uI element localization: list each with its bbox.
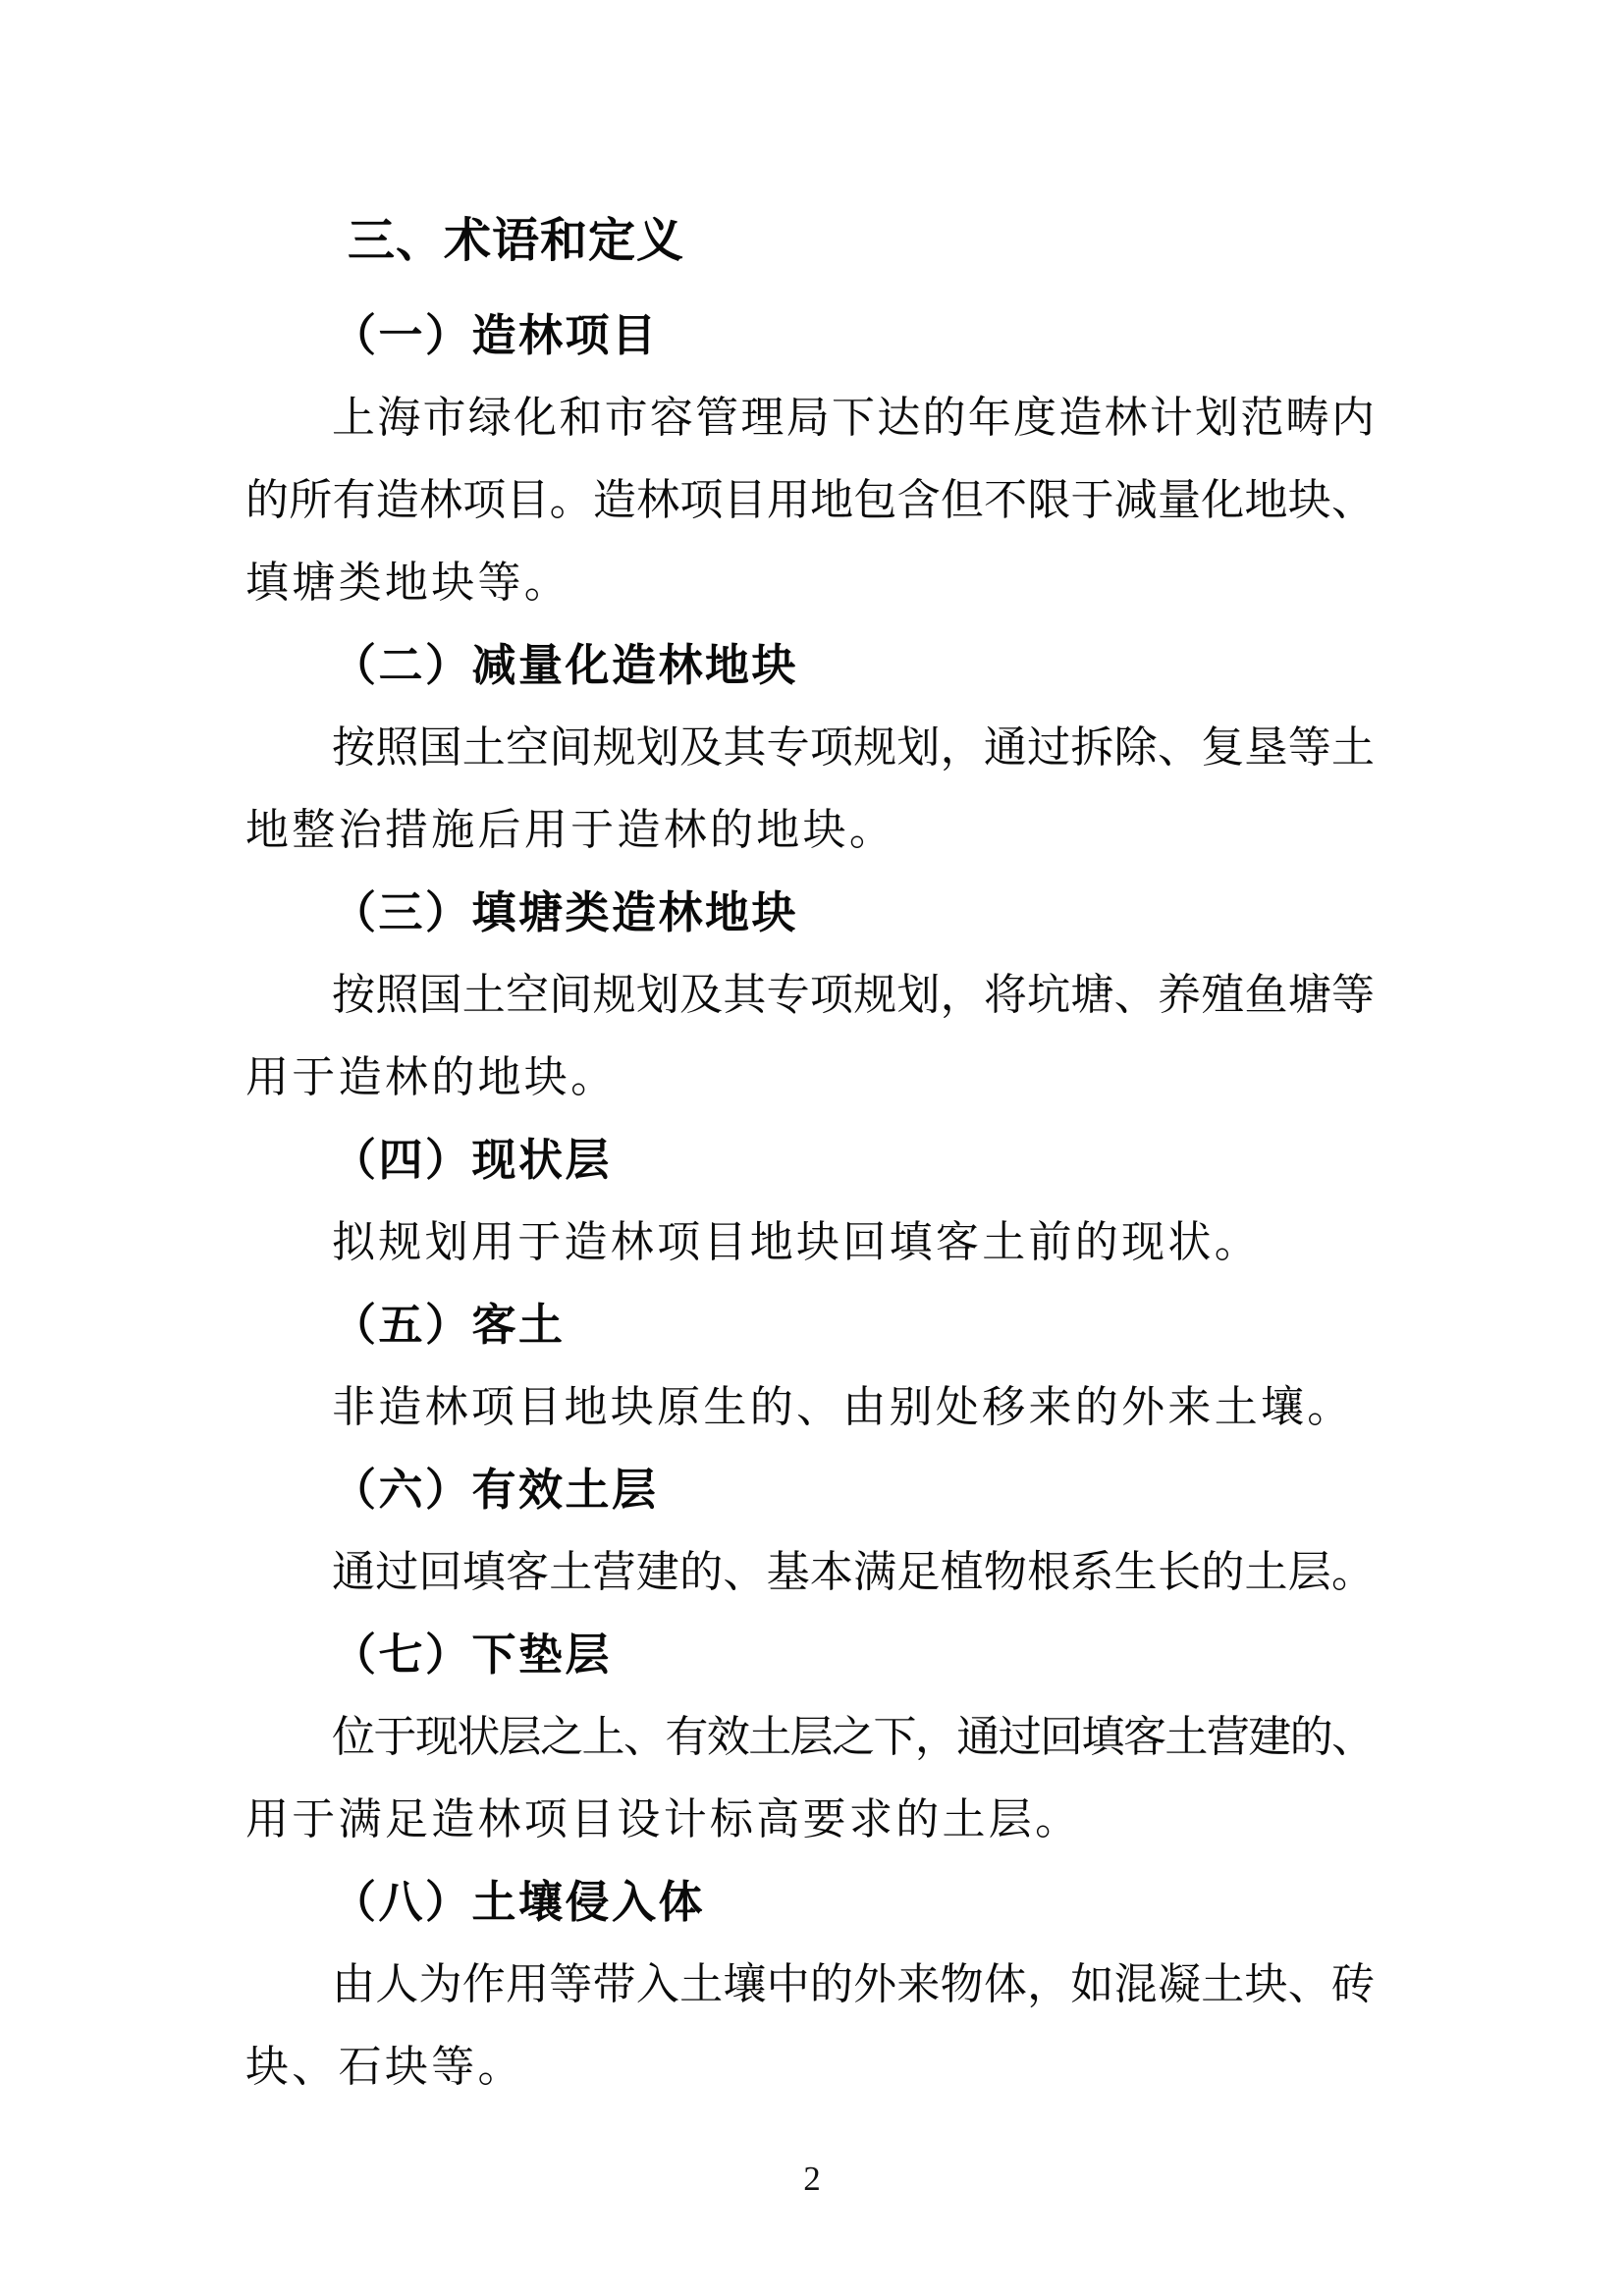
document-content — [245, 187, 1378, 2109]
term-definition-line: 位于现状层之上、有效土层之下，通过回填客土营建的、 — [332, 1713, 1374, 1761]
page-number: 2 — [803, 2160, 821, 2198]
term-definition-line: 地整治措施后用于造林的地块。 — [245, 806, 896, 854]
term-heading-1: （一）造林项目 — [332, 311, 659, 360]
term-section-7 — [245, 1614, 1375, 1861]
term-definition-line: 拟规划用于造林项目地块回填客土前的现状。 — [332, 1218, 1261, 1266]
term-section-8 — [245, 1861, 1375, 2109]
term-section-1 — [245, 294, 1378, 624]
term-definition-line: 非造林项目地块原生的、由别处移来的外来土壤。 — [332, 1383, 1354, 1431]
term-heading-2: （二）减量化造林地块 — [332, 641, 799, 690]
term-definition-line: 由人为作用等带入土壤中的外来物体，如混凝土块、砖 — [332, 1960, 1376, 2008]
term-heading-3: （三）填塘类造林地块 — [332, 888, 799, 937]
term-definition-line: 通过回填客土营建的、基本满足植物根系生长的土层。 — [332, 1548, 1376, 1596]
term-definition-line: 块、石块等。 — [245, 2043, 524, 2091]
term-definition-line: 用于造林的地块。 — [245, 1053, 618, 1101]
term-section-3 — [245, 872, 1375, 1119]
term-sections — [245, 294, 1378, 2109]
term-heading-5: （五）客土 — [332, 1301, 566, 1350]
term-heading-4: （四）现状层 — [332, 1136, 613, 1185]
term-definition-line: 按照国土空间规划及其专项规划，将坑塘、养殖鱼塘等 — [332, 971, 1376, 1019]
term-heading-8: （八）土壤侵入体 — [332, 1878, 706, 1927]
term-definition-line: 上海市绿化和市容管理局下达的年度造林计划范畴内 — [332, 394, 1378, 442]
term-section-5 — [245, 1284, 1375, 1449]
page-title: 三、术语和定义 — [348, 213, 685, 268]
term-definition-line: 的所有造林项目。造林项目用地包含但不限于减量化地块、 — [245, 476, 1376, 524]
term-section-2 — [245, 624, 1375, 872]
term-section-4 — [245, 1119, 1375, 1284]
term-definition-line: 按照国土空间规划及其专项规划，通过拆除、复垦等土 — [332, 723, 1376, 772]
term-definition-line: 填塘类地块等。 — [245, 559, 571, 607]
term-heading-6: （六）有效土层 — [332, 1466, 659, 1515]
term-section-6 — [245, 1449, 1375, 1614]
term-definition-line: 用于满足造林项目设计标高要求的土层。 — [245, 1795, 1082, 1843]
term-heading-7: （七）下垫层 — [332, 1630, 613, 1680]
